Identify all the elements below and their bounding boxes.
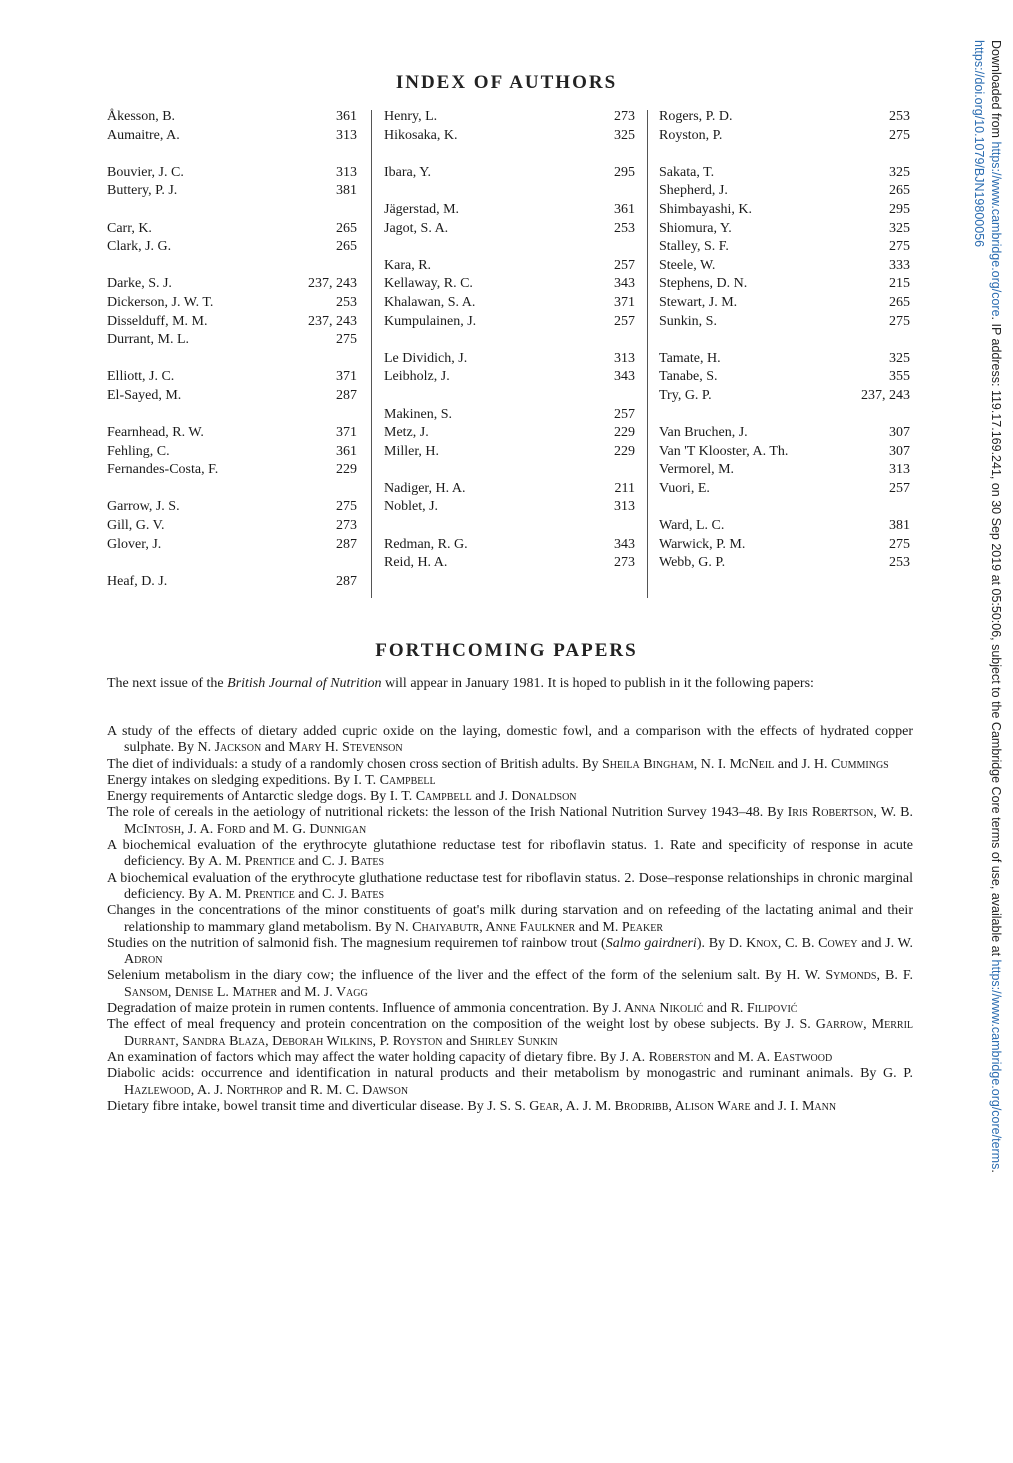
author-name: Leibholz, J.: [384, 369, 450, 385]
author-column-2: [384, 108, 635, 573]
author-entry: [659, 313, 910, 332]
paper-text: and: [245, 821, 273, 837]
author-name: Kara, R.: [384, 257, 432, 273]
author-entry: [384, 294, 635, 313]
author-entry: [659, 368, 910, 387]
author-page: 343: [614, 369, 635, 385]
author-name: Fernandes-Costa, F.: [107, 462, 219, 478]
entry-gap: [107, 257, 357, 276]
author-name: Miller, H.: [384, 443, 440, 459]
paper-text: and: [857, 935, 886, 951]
author-entry: [659, 238, 910, 257]
author-entry: [659, 201, 910, 220]
author-entry: [384, 350, 635, 369]
author-entry: [384, 554, 635, 573]
paper-entry: [107, 871, 913, 904]
author-entry: [659, 424, 910, 443]
paper-authors: J. S. S. Gear, A. J. M. Brodribb, Alison Ware: [487, 1098, 751, 1114]
author-name: Kumpulainen, J.: [384, 313, 477, 329]
author-name: Clark, J. G.: [107, 239, 172, 255]
author-name: Try, G. P.: [659, 387, 712, 403]
author-page: 211: [614, 480, 635, 496]
author-page: 273: [614, 555, 635, 571]
paper-authors: J. I. Mann: [777, 1098, 837, 1114]
author-page: 307: [889, 425, 910, 441]
author-column-3: [659, 108, 910, 573]
author-name: Fearnhead, R. W.: [107, 425, 204, 441]
author-entry: [384, 257, 635, 276]
paper-authors: Mary H. Stevenson: [288, 740, 403, 756]
author-entry: [107, 331, 357, 350]
author-page: 343: [614, 276, 635, 292]
author-entry: [107, 164, 357, 183]
author-name: Ibara, Y.: [384, 164, 432, 180]
author-name: Elliott, J. C.: [107, 369, 175, 385]
paper-authors: J. W. Adron: [124, 935, 914, 968]
author-page: 307: [889, 443, 910, 459]
paper-authors: Shirley Sunkin: [469, 1033, 558, 1049]
author-entry: [384, 108, 635, 127]
paper-text: and: [442, 1033, 470, 1049]
author-name: Gill, G. V.: [107, 518, 165, 534]
author-entry: [384, 201, 635, 220]
author-entry: [659, 108, 910, 127]
author-page: 361: [336, 109, 357, 124]
paper-text: and: [282, 1082, 310, 1098]
author-name: Durrant, M. L.: [107, 332, 190, 348]
author-name: Makinen, S.: [384, 406, 453, 422]
author-name: Ward, L. C.: [659, 518, 725, 534]
entry-gap: [384, 182, 635, 201]
author-entry: [659, 480, 910, 499]
author-name: Vermorel, M.: [659, 462, 735, 478]
author-entry: [107, 517, 357, 536]
forthcoming-intro: [107, 675, 913, 692]
paper-authors: N. Chaiyabutr, Anne Faulkner: [395, 919, 576, 935]
author-name: Stephens, D. N.: [659, 276, 748, 292]
paper-entry: [107, 1099, 913, 1115]
author-name: Kellaway, R. C.: [384, 276, 473, 292]
author-name: Glover, J.: [107, 536, 162, 552]
author-entry: [384, 536, 635, 555]
author-page: 257: [614, 406, 635, 422]
paper-authors: J. H. Cummings: [801, 756, 889, 772]
paper-entry: [107, 724, 913, 757]
author-entry: [107, 443, 357, 462]
author-page: 355: [889, 369, 910, 385]
author-page: 229: [614, 443, 635, 459]
author-entry: [659, 127, 910, 146]
author-name: Sakata, T.: [659, 164, 715, 180]
author-name: Royston, P.: [659, 127, 723, 143]
author-entry: [107, 108, 357, 127]
author-page: 295: [614, 164, 635, 180]
author-page: 313: [336, 127, 357, 143]
author-entry: [384, 443, 635, 462]
author-page: 275: [889, 313, 910, 329]
author-page: 333: [889, 257, 910, 273]
author-name: Van 'T Klooster, A. Th.: [659, 443, 789, 459]
paper-authors: M. J. Vagg: [304, 984, 368, 1000]
author-name: Reid, H. A.: [384, 555, 448, 571]
entry-gap: [384, 238, 635, 257]
author-page: 265: [336, 239, 357, 255]
author-column-1: [107, 108, 357, 591]
author-entry: [107, 238, 357, 257]
author-name: Shiomura, Y.: [659, 220, 732, 236]
paper-entry: [107, 1066, 913, 1099]
paper-entry: [107, 773, 913, 789]
author-page: 253: [336, 294, 357, 310]
author-page: 325: [614, 127, 635, 143]
author-page: 275: [336, 499, 357, 515]
paper-authors: I. T. Campbell: [353, 772, 436, 788]
journal-name: British Journal of Nutrition: [227, 676, 382, 691]
author-entry: [107, 573, 357, 592]
entry-gap: [659, 331, 910, 350]
notice-prefix: Downloaded from: [989, 40, 1003, 142]
author-entry: [659, 350, 910, 369]
author-page: 325: [889, 220, 910, 236]
paper-text: and: [277, 984, 305, 1000]
paper-authors: M. A. Eastwood: [737, 1049, 833, 1065]
author-page: 371: [336, 369, 357, 385]
author-page: 381: [336, 183, 357, 199]
author-name: Garrow, J. S.: [107, 499, 180, 515]
author-name: El-Sayed, M.: [107, 387, 182, 403]
paper-authors: G. P. Hazlewood, A. J. Northrop: [124, 1066, 913, 1098]
forthcoming-papers-list: [107, 724, 913, 1115]
author-name: Noblet, J.: [384, 499, 439, 515]
paper-text: The role of cereals in the aetiology of nutritional rickets: the lesson of the Irish National Nutrition Survey 1943–48. By: [107, 805, 788, 821]
entry-gap: [107, 406, 357, 425]
author-page: 287: [336, 573, 357, 589]
author-entry: [659, 443, 910, 462]
author-name: Stewart, J. M.: [659, 294, 738, 310]
author-page: 215: [889, 276, 910, 292]
paper-text: The effect of meal frequency and protein concentration on the composition of the weight lost by obese subjects. By: [107, 1017, 786, 1033]
paper-authors: A. M. Prentice: [208, 854, 295, 870]
paper-text: and: [575, 919, 603, 935]
paper-text: Energy requirements of Antarctic sledge dogs. By: [107, 789, 390, 805]
author-entry: [659, 461, 910, 480]
paper-authors: N. Jackson: [197, 740, 262, 756]
entry-gap: [107, 201, 357, 220]
author-entry: [107, 275, 357, 294]
entry-gap: [384, 145, 635, 164]
author-name: Shepherd, J.: [659, 183, 728, 199]
download-notice-line: [987, 40, 1004, 1173]
author-entry: [107, 461, 357, 480]
author-entry: [384, 275, 635, 294]
author-page: 253: [889, 109, 910, 124]
entry-gap: [384, 461, 635, 480]
author-page: 229: [336, 462, 357, 478]
author-page: 265: [889, 183, 910, 199]
paper-authors: R. M. C. Dawson: [309, 1082, 409, 1098]
author-name: Henry, L.: [384, 109, 438, 124]
column-divider: [371, 110, 372, 598]
author-page: 381: [889, 518, 910, 534]
author-name: Disselduff, M. M.: [107, 313, 208, 329]
author-page: 257: [614, 313, 635, 329]
paper-text: Selenium metabolism in the diary cow; the influence of the liver and the effect of the form of the selenium salt. By: [107, 968, 787, 984]
paper-authors: M. Peaker: [602, 919, 663, 935]
paper-authors: J. S. Garrow, Merril Durrant, Sandra Blaza, Deborah Wilkins, P. Royston: [124, 1017, 914, 1049]
author-name: Nadiger, H. A.: [384, 480, 466, 496]
paper-entry: [107, 757, 913, 773]
author-name: Fehling, C.: [107, 443, 170, 459]
author-page: 275: [889, 536, 910, 552]
paper-entry: [107, 903, 913, 936]
notice-suffix: .: [989, 1169, 1003, 1173]
author-page: 237, 243: [308, 276, 357, 292]
author-entry: [659, 275, 910, 294]
author-name: Tamate, H.: [659, 350, 721, 366]
author-page: 313: [614, 499, 635, 515]
entry-gap: [107, 145, 357, 164]
author-name: Van Bruchen, J.: [659, 425, 748, 441]
author-entry: [659, 164, 910, 183]
paper-text: and: [261, 740, 289, 756]
author-page: 343: [614, 536, 635, 552]
author-name: Jagot, S. A.: [384, 220, 449, 236]
author-entry: [107, 182, 357, 201]
entry-gap: [384, 387, 635, 406]
author-entry: [384, 480, 635, 499]
notice-middle: . IP address: 119.17.169.241, on 30 Sep 2019 at 05:50:06, subject to the Cambridge Core terms of use, available at: [989, 316, 1003, 960]
author-name: Warwick, P. M.: [659, 536, 746, 552]
author-name: Webb, G. P.: [659, 555, 726, 571]
author-name: Buttery, P. J.: [107, 183, 178, 199]
paper-text: and: [471, 789, 499, 805]
author-page: 273: [614, 109, 635, 124]
paper-text: A study of the effects of dietary added cupric oxide on the laying, domestic fowl, and a comparison with the effects of hydrated copper sulphate. By: [107, 724, 913, 756]
paper-authors: R. Filipović: [730, 1001, 798, 1017]
paper-entry: [107, 1001, 913, 1017]
author-entry: [384, 220, 635, 239]
paper-authors: Iris Robertson, W. B. McIntosh, J. A. Ford: [124, 805, 913, 837]
author-entry: [107, 313, 357, 332]
author-name: Shimbayashi, K.: [659, 201, 752, 217]
author-page: 265: [336, 220, 357, 236]
author-name: Åkesson, B.: [107, 109, 176, 124]
paper-text: Energy intakes on sledging expeditions. By: [107, 772, 354, 788]
author-entry: [107, 127, 357, 146]
author-entry: [107, 294, 357, 313]
paper-entry: [107, 936, 913, 969]
author-page: 325: [889, 350, 910, 366]
paper-text: Dietary fibre intake, bowel transit time and diverticular disease. By: [107, 1098, 488, 1114]
author-entry: [659, 220, 910, 239]
cambridge-core-link[interactable]: https://www.cambridge.org/core: [989, 141, 1003, 317]
paper-text: and: [710, 1049, 738, 1065]
entry-gap: [384, 517, 635, 536]
column-divider: [647, 110, 648, 598]
author-name: Metz, J.: [384, 425, 429, 441]
author-page: 313: [336, 164, 357, 180]
paper-text: The diet of individuals: a study of a randomly chosen cross section of British adults. By: [107, 756, 602, 772]
author-page: 325: [889, 164, 910, 180]
paper-text: and: [294, 886, 323, 902]
entry-gap: [659, 498, 910, 517]
author-name: Khalawan, S. A.: [384, 294, 476, 310]
author-page: 371: [614, 294, 635, 310]
author-entry: [107, 387, 357, 406]
author-name: Sunkin, S.: [659, 313, 717, 329]
paper-text: Studies on the nutrition of salmonid fish. The magnesium requiremen tof rainbow trout (: [107, 935, 606, 951]
author-name: Dickerson, J. W. T.: [107, 294, 214, 310]
author-name: Redman, R. G.: [384, 536, 468, 552]
paper-text: and: [750, 1098, 778, 1114]
intro-text: The next issue of the: [107, 676, 228, 691]
author-entry: [659, 387, 910, 406]
author-page: 275: [889, 239, 910, 255]
author-entry: [107, 220, 357, 239]
author-page: 371: [336, 425, 357, 441]
paper-text: Diabolic acids: occurrence and identification in natural products and their metabolism by monogastric and ruminant animals. By: [107, 1066, 884, 1082]
author-name: Vuori, E.: [659, 480, 710, 496]
author-page: 275: [336, 332, 357, 348]
paper-entry: [107, 805, 913, 838]
entry-gap: [107, 554, 357, 573]
author-page: 361: [614, 201, 635, 217]
doi-link[interactable]: https://doi.org/10.1079/BJN19800056: [972, 40, 986, 248]
author-page: 253: [614, 220, 635, 236]
entry-gap: [384, 331, 635, 350]
paper-authors: C. J. Bates: [322, 854, 385, 870]
author-name: Rogers, P. D.: [659, 109, 733, 124]
paper-authors: Sheila Bingham, N. I. McNeil: [601, 756, 775, 772]
author-entry: [384, 127, 635, 146]
author-page: 237, 243: [308, 313, 357, 329]
paper-authors: M. G. Dunnigan: [272, 821, 367, 837]
intro-text: will appear in January 1981. It is hoped to publish in it the following papers:: [381, 676, 814, 691]
author-name: Steele, W.: [659, 257, 716, 273]
author-page: 313: [614, 350, 635, 366]
author-name: Stalley, S. F.: [659, 239, 729, 255]
paper-text: A biochemical evaluation of the erythrocyte gluthatione reductase test for riboflavin status. 2. Dose–response relationships in chronic marginal deficiency. By: [107, 870, 913, 902]
author-name: Heaf, D. J.: [107, 573, 168, 589]
paper-entry: [107, 1050, 913, 1066]
author-entry: [659, 517, 910, 536]
paper-text: Changes in the concentrations of the minor constituents of goat's milk during starvation and on refeeding of the lactating animal and their relationship to mammary gland metabolism. By: [107, 903, 913, 935]
paper-text: ). By: [696, 935, 729, 951]
author-entry: [384, 406, 635, 425]
author-name: Le Dividich, J.: [384, 350, 468, 366]
entry-gap: [659, 406, 910, 425]
author-name: Jägerstad, M.: [384, 201, 460, 217]
author-entry: [384, 313, 635, 332]
author-name: Carr, K.: [107, 220, 152, 236]
paper-authors: J. A. Roberston: [619, 1049, 711, 1065]
author-page: 257: [889, 480, 910, 496]
author-entry: [107, 424, 357, 443]
paper-text: and: [774, 756, 802, 772]
author-page: 361: [336, 443, 357, 459]
index-of-authors-heading: INDEX OF AUTHORS: [395, 72, 618, 93]
paper-text: A biochemical evaluation of the erythrocyte glutathione reductase test for riboflavin status. 1. Rate and specificity of response in acute deficiency. By: [107, 838, 913, 870]
author-entry: [384, 164, 635, 183]
author-page: 275: [889, 127, 910, 143]
paper-authors: C. J. Bates: [322, 886, 385, 902]
author-entry: [107, 368, 357, 387]
author-name: Darke, S. J.: [107, 276, 172, 292]
paper-text: Salmo gairdneri: [605, 935, 697, 951]
author-page: 273: [336, 518, 357, 534]
author-page: 287: [336, 536, 357, 552]
paper-text: An examination of factors which may affect the water holding capacity of dietary fibre. By: [107, 1049, 620, 1065]
paper-text: and: [294, 854, 323, 870]
paper-entry: [107, 1017, 913, 1050]
author-entry: [659, 182, 910, 201]
terms-link[interactable]: https://www.cambridge.org/core/terms: [989, 959, 1003, 1170]
author-name: Aumaitre, A.: [107, 127, 180, 143]
paper-authors: J. Anna Nikolić: [612, 1001, 704, 1017]
entry-gap: [659, 145, 910, 164]
paper-text: and: [703, 1001, 731, 1017]
author-name: Bouvier, J. C.: [107, 164, 184, 180]
author-page: 313: [889, 462, 910, 478]
author-page: 253: [889, 555, 910, 571]
author-page: 287: [336, 387, 357, 403]
paper-authors: I. T. Campbell: [389, 789, 472, 805]
author-page: 265: [889, 294, 910, 310]
paper-entry: [107, 968, 913, 1001]
author-page: 237, 243: [861, 387, 910, 403]
author-entry: [659, 536, 910, 555]
author-name: Tanabe, S.: [659, 369, 718, 385]
paper-authors: H. W. Symonds, B. F. Sansom, Denise L. Mather: [124, 968, 913, 1000]
forthcoming-papers-heading: FORTHCOMING PAPERS: [375, 640, 638, 661]
paper-text: Degradation of maize protein in rumen contents. Influence of ammonia concentration. By: [107, 1001, 613, 1017]
author-entry: [659, 257, 910, 276]
author-entry: [384, 498, 635, 517]
author-page: 257: [614, 257, 635, 273]
author-entry: [384, 424, 635, 443]
author-entry: [659, 294, 910, 313]
author-entry: [107, 536, 357, 555]
entry-gap: [107, 480, 357, 499]
paper-authors: D. Knox, C. B. Cowey: [728, 935, 858, 951]
author-entry: [107, 498, 357, 517]
author-page: 295: [889, 201, 910, 217]
paper-authors: J. Donaldson: [498, 789, 577, 805]
author-name: Hikosaka, K.: [384, 127, 458, 143]
author-page: 229: [614, 425, 635, 441]
paper-entry: [107, 838, 913, 871]
author-entry: [659, 554, 910, 573]
entry-gap: [107, 350, 357, 369]
author-entry: [384, 368, 635, 387]
paper-entry: [107, 789, 913, 805]
paper-authors: A. M. Prentice: [208, 886, 295, 902]
